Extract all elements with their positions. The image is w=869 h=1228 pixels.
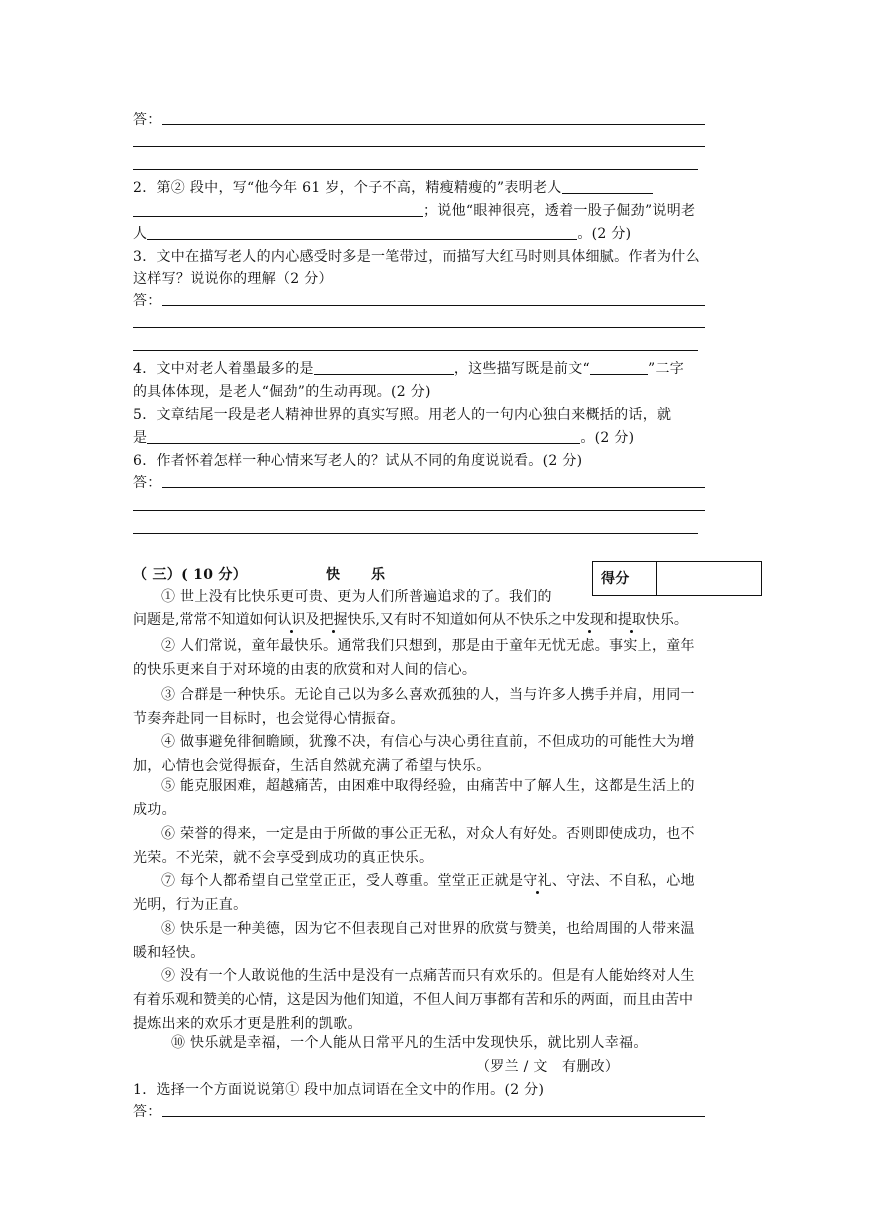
- paragraph-1-line-1: ① 世上没有比快乐更可贵、更为人们所普遍追求的了。我们的: [161, 589, 552, 605]
- score-input-cell[interactable]: [657, 562, 761, 595]
- answer-line[interactable]: [133, 533, 698, 534]
- paragraph-5-line-1: ⑤ 能克服困难，超越痛苦，由困难中取得经验，由痛苦中了解人生，这都是生活上的: [161, 778, 695, 794]
- score-label: 得分: [601, 571, 630, 587]
- answer-label-q3: 答：: [133, 293, 162, 309]
- answer-line[interactable]: [133, 146, 705, 147]
- paragraph-3-line-2: 节奏奔赴同一目标时，也会觉得心情振奋。: [133, 711, 405, 727]
- answer-label-q6: 答：: [133, 475, 162, 491]
- score-box: [592, 561, 762, 596]
- answer-line[interactable]: [133, 169, 698, 170]
- blank-field[interactable]: [314, 359, 454, 375]
- paragraph-9-line-2: 有着乐观和赞美的心情，这是因为他们知道，不但人间万事都有苦和乐的两面，而且由苦中: [133, 992, 693, 1008]
- answer-label-s3-q1: 答：: [133, 1104, 162, 1120]
- blank-field[interactable]: [147, 428, 580, 444]
- answer-line[interactable]: [133, 510, 705, 511]
- question-5-line-1: 5．文章结尾一段是老人精神世界的真实写照。用老人的一句内心独白来概括的话，就: [133, 407, 672, 423]
- answer-label-q1: 答：: [133, 112, 162, 128]
- paragraph-4-line-2: 加，心情也会觉得振奋，生活自然就充满了希望与快乐。: [133, 758, 491, 774]
- paragraph-9-line-1: ⑨ 没有一个人敢说他的生活中是没有一点痛苦而只有欢乐的。但是有人能始终对人生: [161, 968, 695, 984]
- question-2-line-1: 2．第② 段中，写“他今年 61 岁，个子不高，精瘦精瘦的”表明老人: [133, 177, 653, 197]
- question-5-line-2: 是 。(2 分): [133, 430, 635, 446]
- answer-line[interactable]: [162, 305, 705, 306]
- blank-field[interactable]: [147, 224, 577, 240]
- paragraph-10: ⑩ 快乐就是幸福，一个人能从日常平凡的生活中发现快乐，就比别人幸福。: [171, 1035, 648, 1051]
- question-2-line-3: 人 。(2 分): [133, 226, 632, 242]
- question-6-line-1: 6．作者怀着怎样一种心情来写老人的？试从不同的角度说说看。(2 分): [133, 453, 583, 469]
- paragraph-5-line-2: 成功。: [133, 802, 176, 818]
- blank-field[interactable]: [590, 359, 648, 375]
- dotted-word: 把握: [319, 612, 348, 628]
- question-4-line-1: 4．文中对老人着墨最多的是 ，这些描写既是前文“ ”二字: [133, 361, 685, 377]
- dotted-word: 守礼: [523, 873, 552, 889]
- passage-title-char-1: 快: [326, 567, 341, 583]
- paragraph-8-line-1: ⑧ 快乐是一种美德，因为它不但表现自己对世界的欣赏与赞美，也给周围的人带来温: [161, 921, 695, 937]
- paragraph-2-line-1: ② 人们常说，童年最快乐。通常我们只想到，那是由于童年无忧无虑。事实上，童年: [161, 638, 695, 654]
- blank-field[interactable]: [562, 178, 653, 194]
- section-3-question-1: 1．选择一个方面说说第① 段中加点词语在全文中的作用。(2 分): [133, 1082, 545, 1098]
- paragraph-9-line-3: 提炼出来的欢乐才更是胜利的凯歌。: [133, 1016, 362, 1032]
- answer-line[interactable]: [162, 124, 705, 125]
- paragraph-3-line-1: ③ 合群是一种快乐。无论自己以为多么喜欢孤独的人，当与许多人携手并肩，用同一: [161, 687, 695, 703]
- question-3-line-2: 这样写？说说你的理解（2 分）: [133, 271, 333, 287]
- section-3-header: （ 三）( 10 分）: [133, 567, 248, 583]
- answer-line[interactable]: [162, 1116, 705, 1117]
- answer-line[interactable]: [133, 350, 698, 351]
- passage-source: （罗兰 / 文 有删改）: [476, 1059, 620, 1075]
- answer-line[interactable]: [162, 487, 705, 488]
- paragraph-7-line-2: 光明，行为正直。: [133, 897, 248, 913]
- answer-line[interactable]: [133, 327, 705, 328]
- question-2-line-2: ；说他“眼神很亮，透着一股子倔劲”说明老: [133, 200, 695, 220]
- question-4-line-2: 的具体体现，是老人“倔劲”的生动再现。(2 分): [133, 384, 431, 400]
- paragraph-1-line-2: 问题是,常常不知道如何认识及把握快乐,又有时不知道如何从不快乐之中发现和提取快乐。: [133, 612, 688, 628]
- dotted-word: 认识: [277, 612, 306, 628]
- paragraph-2-line-2: 的快乐更来自于对环境的由衷的欣赏和对人间的信心。: [133, 662, 477, 678]
- question-3-line-1: 3．文中在描写老人的内心感受时多是一笔带过，而描写大红马时则具体细腻。作者为什么: [133, 249, 700, 265]
- paragraph-6-line-2: 光荣。不光荣，就不会享受到成功的真正快乐。: [133, 850, 434, 866]
- passage-title-char-2: 乐: [371, 567, 386, 583]
- paragraph-8-line-2: 暖和轻快。: [133, 945, 205, 961]
- blank-field[interactable]: [133, 201, 423, 217]
- paragraph-6-line-1: ⑥ 荣誉的得来，一定是由于所做的事公正无私，对众人有好处。否则即使成功，也不: [161, 826, 695, 842]
- paragraph-7-line-1: ⑦ 每个人都希望自己堂堂正正，受人尊重。堂堂正正就是守礼、守法、不自私，心地: [161, 873, 695, 889]
- paragraph-4-line-1: ④ 做事避免徘徊瞻顾，犹豫不决，有信心与决心勇往直前，不但成功的可能性大为增: [161, 734, 695, 750]
- dotted-word: 发现: [575, 612, 604, 628]
- dotted-word: 提取: [617, 612, 646, 628]
